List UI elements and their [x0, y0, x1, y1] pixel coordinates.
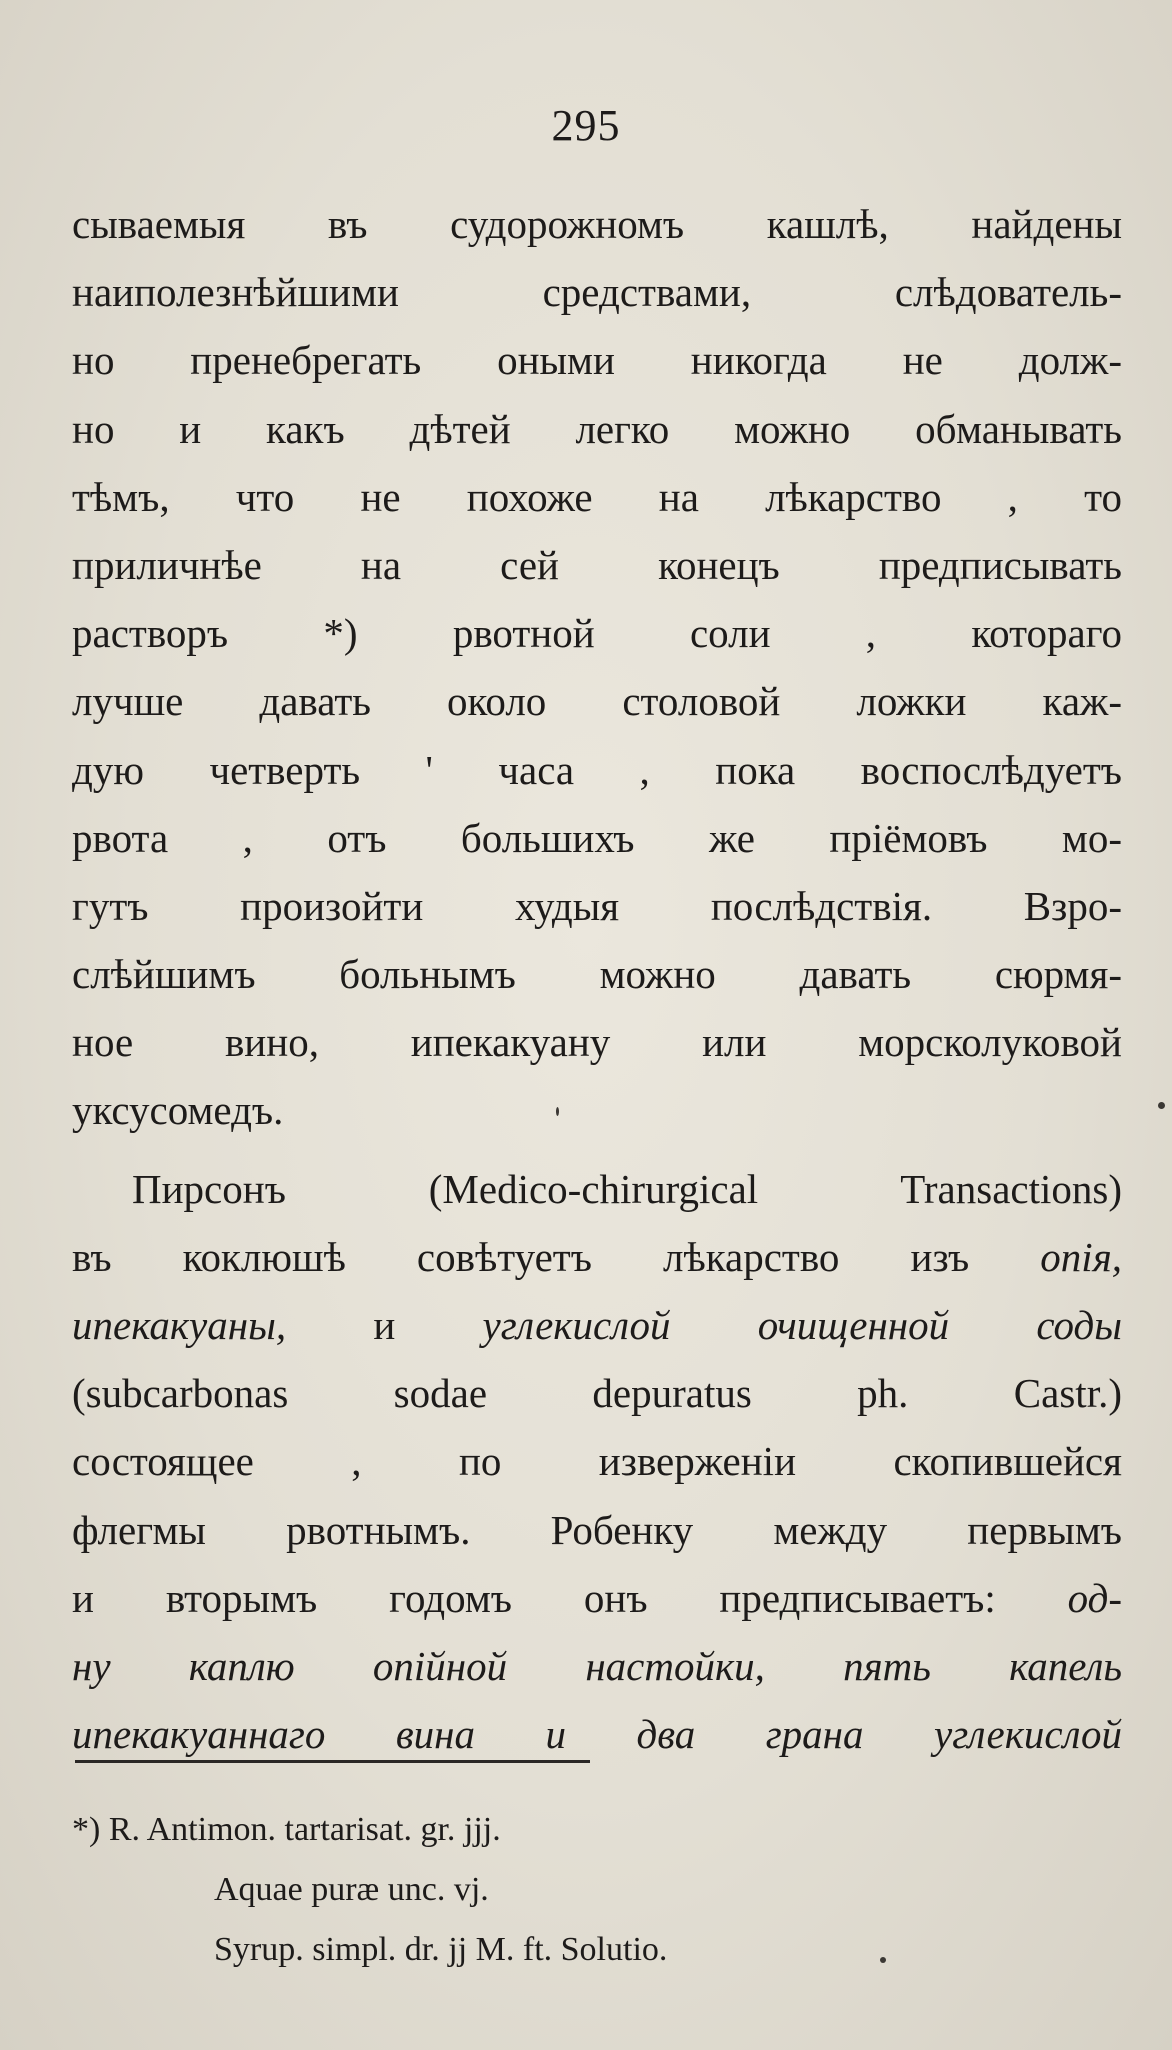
text-line: растворъ *) рвотной соли , котораго: [72, 610, 1122, 657]
text-line: наиполезнѣйшими средствами, слѣдователь-: [72, 269, 1122, 316]
footnote-line: *) R. Antimon. tartarisat. gr. jjj.: [72, 1811, 501, 1848]
text-line: приличнѣе на сей конецъ предписывать: [72, 541, 1122, 588]
text-line: ное вино, ипекакуану или морсколуковой: [72, 1019, 1122, 1066]
text-line: [72, 1564, 1122, 1632]
text-line: ипекакуаннаго вина и два грана углекислой: [72, 1711, 1122, 1758]
ink-speck: [1158, 1102, 1165, 1109]
text-line: лучше давать около столовой ложки каж-: [72, 678, 1122, 725]
text-line: Пирсонъ (Medico-chirurgical Transactions): [132, 1165, 1122, 1212]
italic-term: ипекакуаны,: [72, 1302, 287, 1348]
text-line: уксусомедъ.: [72, 1087, 284, 1134]
text-line: но пренебрегать оными никогда не долж-: [72, 337, 1122, 384]
text-line: гутъ произойти худыя послѣдствія. Взро-: [72, 882, 1122, 929]
footnote-rule: [75, 1760, 590, 1763]
body-text: [72, 190, 1122, 1768]
text-segment: въ коклюшѣ совѣтуетъ лѣкарство изъ: [72, 1233, 970, 1280]
italic-term: углекислой очищенной соды: [482, 1302, 1122, 1348]
page-number: 295: [551, 101, 621, 150]
text-line: рвота , отъ большихъ же пріёмовъ мо-: [72, 814, 1122, 861]
footnote-line: Syrup. simpl. dr. jj M. ft. Solutio.: [214, 1931, 668, 1968]
text-line: тѣмъ, что не похоже на лѣкарство , то: [72, 473, 1122, 520]
ink-speck: [880, 1957, 886, 1963]
text-line: состоящее , по изверженіи скопившейся: [72, 1438, 1122, 1485]
text-line: [72, 1291, 1122, 1359]
footnote-line: Aquae puræ unc. vj.: [214, 1871, 489, 1908]
paragraph-1: [72, 190, 1122, 1145]
italic-term: од-: [1067, 1574, 1122, 1621]
text-segment: и вторымъ годомъ онъ предписываетъ:: [72, 1574, 996, 1621]
text-line: но и какъ дѣтей легко можно обманывать: [72, 405, 1122, 452]
text-line: флегмы рвотнымъ. Робенку между первымъ: [72, 1506, 1122, 1553]
text-line: (subcarbonas sodae depuratus ph. Castr.): [72, 1370, 1122, 1417]
paragraph-2: [72, 1155, 1122, 1769]
text-line: дую четверть ' часа , пока воспослѣдуетъ: [72, 746, 1122, 793]
text-line: ну каплю опійной настойки, пять капель: [72, 1642, 1122, 1689]
text-segment: и: [373, 1302, 396, 1348]
text-line: слѣйшимъ больнымъ можно давать сюрмя-: [72, 951, 1122, 998]
italic-term: опія,: [1040, 1233, 1122, 1280]
footnote: [72, 1800, 1072, 1980]
text-line: сываемыя въ судорожномъ кашлѣ, найдены: [72, 201, 1122, 247]
ink-speck: [556, 1107, 559, 1116]
text-line: [72, 1223, 1122, 1291]
